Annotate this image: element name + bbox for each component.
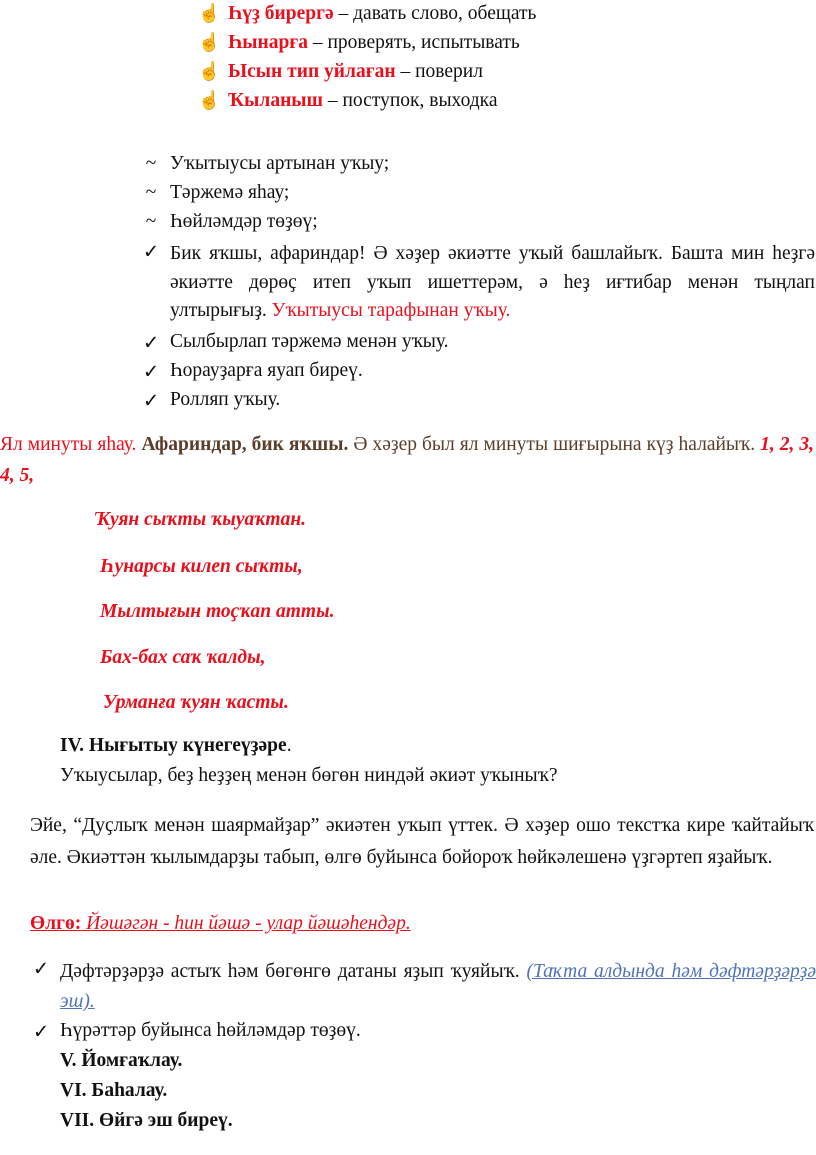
- checkmark-icon: ✓: [32, 1022, 50, 1043]
- vocab-word: Ҡыланыш: [228, 90, 323, 111]
- vocab-meaning: поступок, выходка: [342, 90, 498, 111]
- tilde-bullet: ~: [145, 182, 157, 203]
- list-item: ✓ Һорауҙарға яуап биреү.: [140, 360, 800, 388]
- tilde-bullet: ~: [145, 211, 157, 232]
- list-item: ✓ Һүрәттәр буйынса һөйләмдәр төҙөү.: [30, 1020, 816, 1048]
- rest-minute-label: Ял минуты яһау.: [0, 434, 137, 455]
- pointing-hand-icon: ☝: [198, 90, 221, 110]
- vocab-word: Ысын тип уйлаған: [228, 61, 396, 82]
- rest-minute-paragraph: [0, 429, 814, 491]
- list-item: ~ Уҡытыусы артынан уҡыу;: [140, 153, 800, 181]
- section-heading: V. Йомғаҡлау.: [60, 1050, 183, 1071]
- checkmark-icon: ✓: [142, 242, 160, 263]
- checkmark-icon: ✓: [142, 362, 160, 383]
- example-text: Йәшәгән - һин йәшә - улар йәшәһендәр.: [81, 913, 411, 934]
- poem-line: Ҡуян сыҡты ҡыуаҡтан.: [94, 509, 307, 530]
- checkmark-icon: ✓: [142, 333, 160, 354]
- section-heading: VI. Баһалау.: [60, 1080, 168, 1101]
- counting: 1, 2, 3, 4, 5,: [0, 434, 815, 486]
- tilde-bullet: ~: [145, 153, 157, 174]
- list-item: [30, 957, 816, 1017]
- poem-line: Мылтығын тоҫҡап атты.: [100, 601, 335, 622]
- list-item: ~ Тәржемә яһау;: [140, 182, 800, 210]
- example-label: Өлгө:: [30, 913, 82, 934]
- list-item: ✓ Сылбырлап тәржемә менән уҡыу.: [140, 331, 800, 359]
- board-work-note: (Таҡта алдында һәм дәфтәрҙәрҙә эш).: [60, 961, 816, 1012]
- pointing-hand-icon: ☝: [198, 32, 221, 52]
- instruction-highlight: Уҡытыусы тарафынан уҡыу.: [266, 300, 511, 321]
- vocab-item: ☝ Һүҙ бирергә – давать слово, обещать: [198, 3, 537, 24]
- checkmark-icon: ✓: [32, 959, 50, 980]
- vocab-meaning: давать слово, обещать: [353, 3, 537, 24]
- list-item: [140, 240, 816, 330]
- instruction-text: Бик яҡшы, афариндар! Ә хәҙер әкиәтте уҡый башлайыҡ. Башта мин һеҙгә әкиәтте дөрөҫ итеп уҡып ишеттерәм, ә һеҙ иғтибар менән тыңлап ултырығыҙ.: [170, 243, 815, 321]
- body-paragraph: Эйе, “Дуҫлыҡ менән шаярмайҙар” әкиәтен уҡып үттек. Ә хәҙер ошо текстҡа кире ҡайтайыҡ әле. Әкиәттән ҡылымдарҙы табып, өлгө буйынса бойороҡ һөйкәлешенә үҙгәртеп яҙайыҡ.: [30, 815, 814, 868]
- rest-minute-instruction: Ә хәҙер был ял минуты шиғырына күҙ һалайыҡ.: [348, 434, 756, 455]
- pointing-hand-icon: ☝: [198, 3, 221, 23]
- vocab-word: Һүҙ бирергә: [228, 3, 334, 24]
- list-item: ~ Һөйләмдәр төҙөү;: [140, 211, 800, 239]
- poem-line: Һунарсы килеп сыҡты,: [100, 556, 303, 577]
- pointing-hand-icon: ☝: [198, 61, 221, 81]
- example-line: [30, 913, 411, 935]
- poem-line: Бах-бах саҡ ҡалды,: [100, 647, 266, 668]
- section-heading: VII. Өйгә эш биреү.: [60, 1110, 233, 1131]
- vocab-meaning: поверил: [415, 61, 483, 82]
- vocab-meaning: проверять, испытывать: [327, 32, 520, 53]
- praise-text: Афариндар, бик яҡшы.: [136, 434, 349, 455]
- checkmark-icon: ✓: [142, 391, 160, 412]
- list-item: ✓ Ролляп уҡыу.: [140, 389, 800, 417]
- vocab-item: ☝ Ҡыланыш – поступок, выходка: [198, 90, 498, 111]
- instruction-text: Дәфтәрҙәрҙә астыҡ һәм бөгөнгө датаны яҙып ҡуяйыҡ.: [60, 961, 520, 982]
- vocab-item: ☝ Ысын тип уйлаған – поверил: [198, 61, 483, 82]
- section-heading: IV. Нығытыу күнегеүҙәре.: [60, 735, 292, 756]
- vocab-word: Һынарға: [228, 32, 308, 53]
- question-text: Уҡыусылар, беҙ һеҙҙең менән бөгөн ниндәй әкиәт уҡыныҡ?: [60, 765, 558, 786]
- vocab-item: ☝ Һынарға – проверять, испытывать: [198, 32, 520, 53]
- poem-line: Урманға ҡуян ҡасты.: [103, 692, 289, 713]
